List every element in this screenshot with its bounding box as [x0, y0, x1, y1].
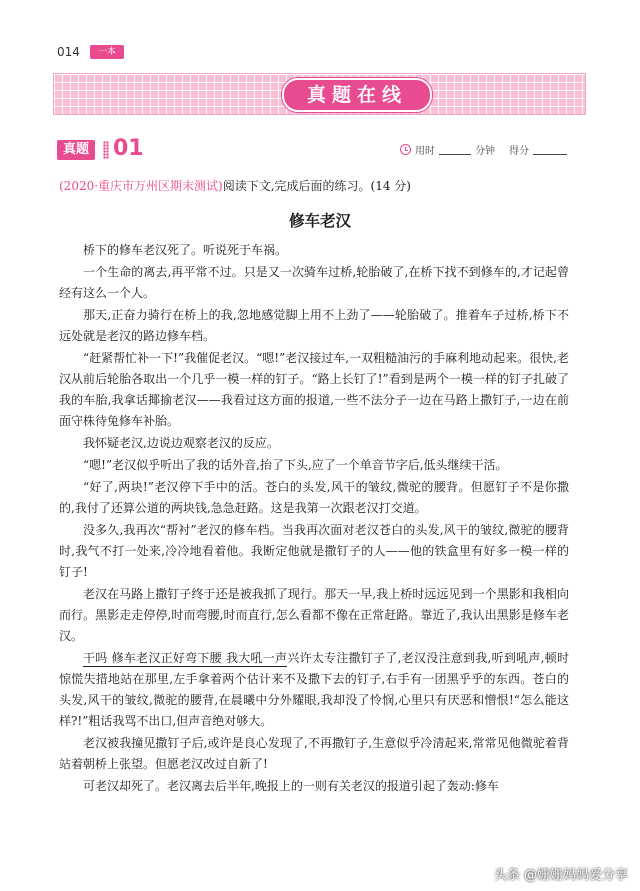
- score-label: 得分: [509, 146, 529, 157]
- paragraph: 老汉在马路上撒钉子终于还是被我抓了现行。那天一早,我上桥时远远见到一个黑影和我相向而行。黑影走走停停,时而弯腰,时而直行,怎么看都不像在正常赶路。靠近了,我认出黑影是修车老汉。: [59, 587, 569, 643]
- paragraph: 老汉被我撞见撒钉子后,或许是良心发现了,不再撒钉子,生意似乎冷清起来,常常见他微驼着背站着朝桥上张望。但愿老汉改过自新了!: [59, 736, 569, 771]
- section-banner: [53, 73, 586, 115]
- paragraph: 没多久,我再次“帮衬”老汉的修车档。当我再次面对老汉苍白的头发,风干的皱纹,微驼的腰背时,我气不打一处来,冷冷地看着他。我断定他就是撒钉子的人——他的铁盒里有好多一模一样的钉子!: [59, 523, 569, 579]
- paragraph: 那天,正奋力骑行在桥上的我,忽地感觉脚上用不上劲了——轮胎破了。推着车子过桥,桥下不远处就是老汉的路边修车档。: [59, 308, 569, 343]
- question-number: 01: [113, 136, 144, 161]
- question-header: [57, 138, 567, 162]
- paragraph: 一个生命的离去,再平常不过。只是又一次骑车过桥,轮胎破了,在桥下找不到修车的,才记起曾经有这么一个人。: [59, 265, 569, 300]
- article-body: [59, 240, 569, 798]
- source-instruction: 阅读下文,完成后面的练习。(14 分): [222, 179, 411, 193]
- time-score-line: [400, 142, 567, 157]
- time-label: 用时: [415, 146, 435, 157]
- page-number: 014: [57, 45, 80, 59]
- question-badge: 真题: [57, 140, 95, 160]
- paragraph: “赶紧帮忙补一下!”我催促老汉。“嗯!”老汉接过车,一双粗糙油污的手麻利地动起来。很快,老汉从前后轮胎各取出一个几乎一模一样的钉子。“路上长钉了!”看到是两个一模一样的钉子扎破了我的车胎,我拿话揶揄老汉——我看过这方面的报道,一些不法分子一边在马路上撒钉子,一边在前面守株待兔修车补胎。: [59, 351, 569, 428]
- banner-title: 真题在线: [282, 78, 432, 112]
- paragraph-continuation: 兴许太专注撒钉子了,老汉没注意到我,听到吼声,顿时惊慌失措地站在那里,左手拿着两个估计来不及撒下去的钉子,右手有一团黑乎乎的东西。苍白的头发,风干的皱纹,微驼的腰背,在晨曦中分外耀眼,我却没了怜悯,心里只有厌恶和憎恨!“怎么能这样?!”粗话我骂不出口,但声音绝对够大。: [59, 651, 569, 728]
- paragraph: 桥下的修车老汉死了。听说死于车祸。: [83, 243, 288, 257]
- underlined-sentence: 干吗 修车老汉正好弯下腰 我大吼一声: [83, 651, 288, 665]
- minute-label: 分钟: [475, 146, 495, 157]
- paragraph-with-underline: [59, 648, 569, 732]
- score-blank[interactable]: [533, 144, 567, 155]
- paragraph: “好了,两块!”老汉停下手中的活。苍白的头发,风干的皱纹,微驼的腰背。但愿钉子不是你撒的,我付了还算公道的两块钱,急急赶路。这是我第一次跟老汉打交道。: [59, 480, 569, 515]
- section-label: 一本: [90, 45, 124, 59]
- dots-decoration: [103, 141, 109, 159]
- paragraph: “嗯!”老汉似乎听出了我的话外音,抬了下头,应了一个单音节字后,低头继续干活。: [83, 458, 508, 472]
- paragraph: 可老汉却死了。老汉离去后半年,晚报上的一则有关老汉的报道引起了轰动:修车: [83, 779, 499, 793]
- time-blank[interactable]: [439, 144, 471, 155]
- article-title: 修车老汉: [288, 211, 351, 230]
- question-source: [59, 177, 411, 195]
- watermark: 头条 @姗姗妈妈爱分享: [493, 868, 628, 883]
- paragraph: 我怀疑老汉,边说边观察老汉的反应。: [83, 436, 279, 450]
- clock-icon: [400, 144, 411, 155]
- source-origin: (2020·重庆市万州区期末测试): [59, 179, 223, 193]
- page-header: [57, 44, 124, 60]
